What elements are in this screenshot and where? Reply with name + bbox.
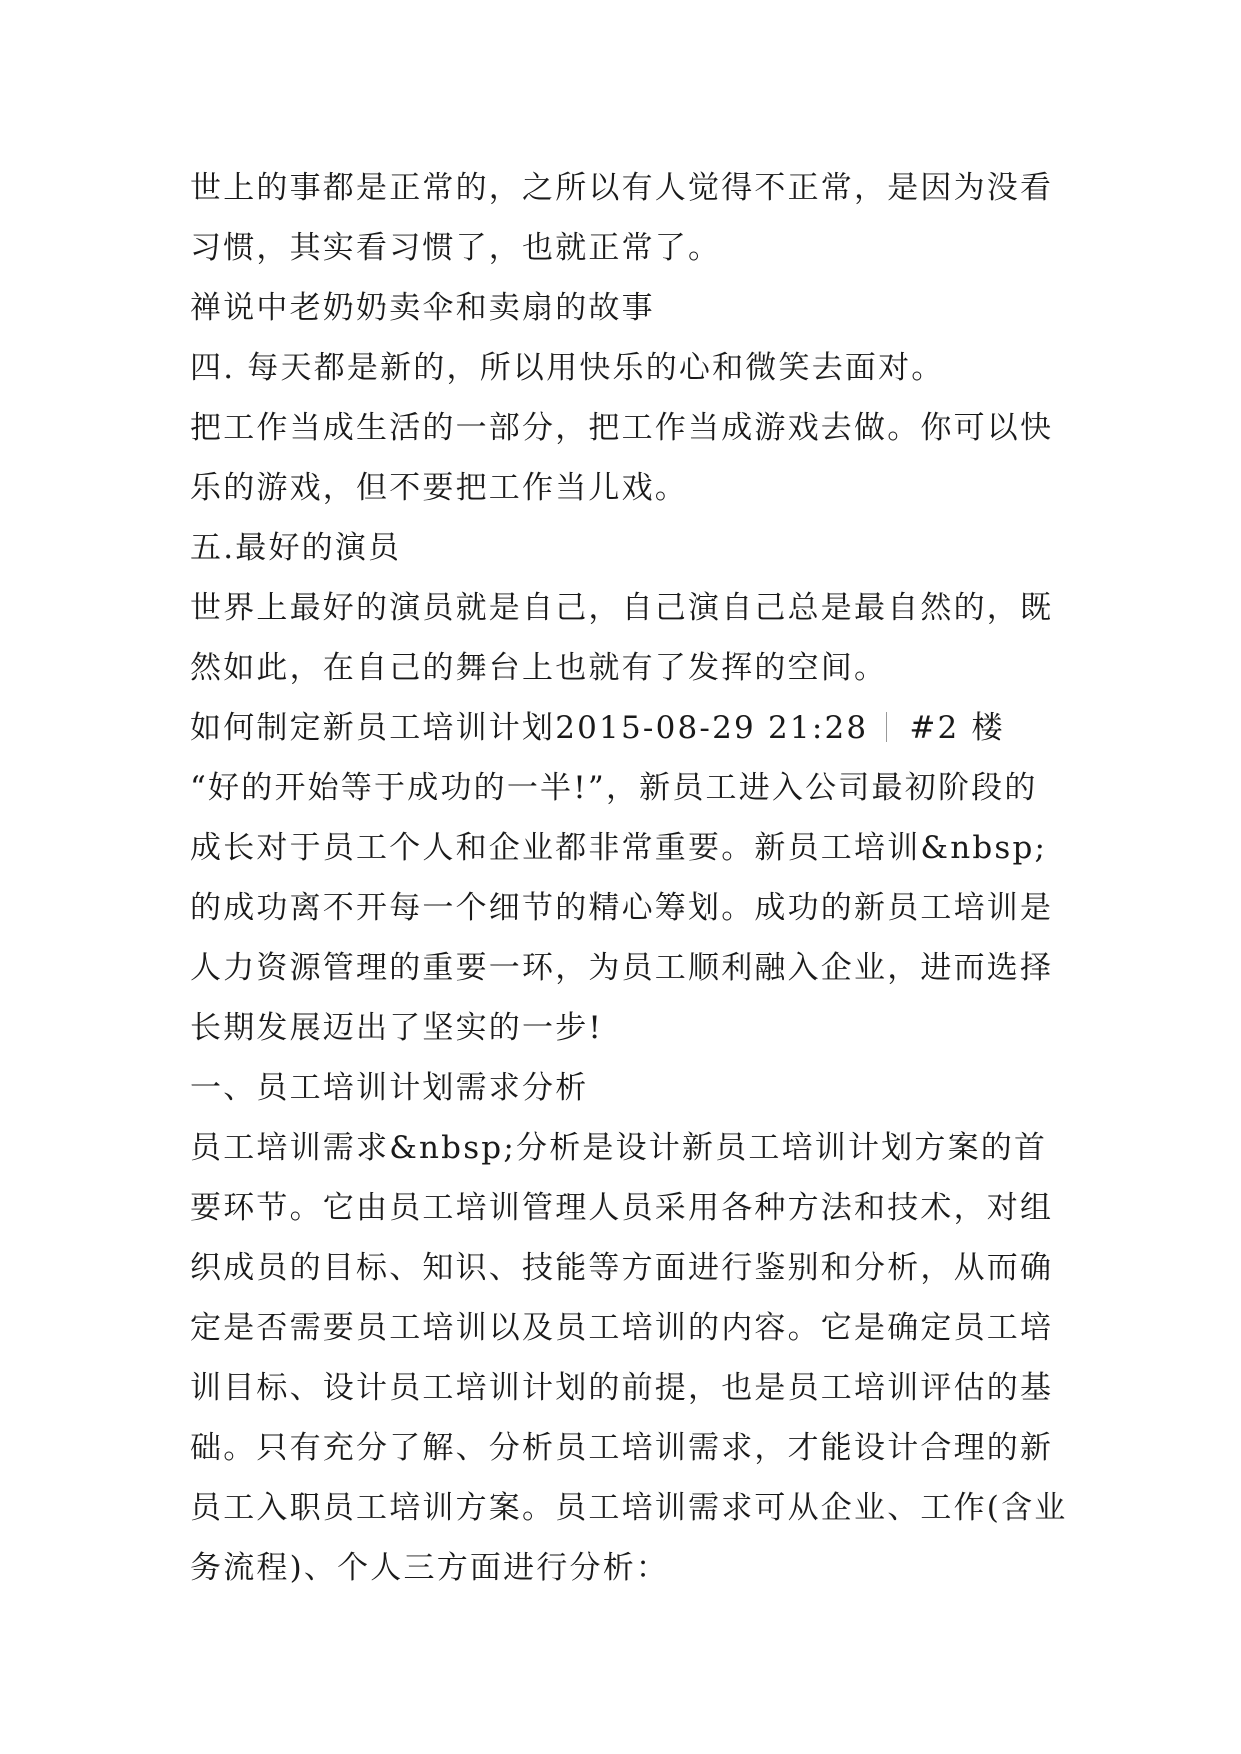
document-body xyxy=(190,158,1070,1598)
post-header xyxy=(190,698,1070,758)
paragraph-work-as-game: 把工作当成生活的一部分，把工作当成游戏去做。你可以快乐的游戏，但不要把工作当儿戏。 xyxy=(190,410,1054,506)
heading-section-one: 一、员工培训计划需求分析 xyxy=(190,1070,589,1106)
heading-point-five: 五.最好的演员 xyxy=(190,530,402,566)
paragraph-good-start: “好的开始等于成功的一半!”，新员工进入公司最初阶段的成长对于员工个人和企业都非常重要。新员工培训&nbsp;的成功离不开每一个细节的精心筹划。成功的新员工培训是人力资源管理的重要一环，为员工顺利融入企业，进而选择长期发展迈出了坚实的一步! xyxy=(190,770,1054,1046)
header-divider xyxy=(886,712,887,742)
paragraph-needs-analysis: 员工培训需求&nbsp;分析是设计新员工培训计划方案的首要环节。它由员工培训管理人员采用各种方法和技术，对组织成员的目标、知识、技能等方面进行鉴别和分析，从而确定是否需要员工培训以及员工培训的内容。它是确定员工培训目标、设计员工培训计划的前提，也是员工培训评估的基础。只有充分了解、分析员工培训需求，才能设计合理的新员工入职员工培训方案。员工培训需求可从企业、工作(含业务流程)、个人三方面进行分析： xyxy=(190,1130,1068,1586)
post-datetime: 2015-08-29 21:28 xyxy=(555,710,869,746)
heading-zen-story: 禅说中老奶奶卖伞和卖扇的故事 xyxy=(190,290,655,326)
post-title: 如何制定新员工培训计划 xyxy=(190,710,556,746)
paragraph-best-actor: 世界上最好的演员就是自己，自己演自己总是最自然的，既然如此，在自己的舞台上也就有了发挥的空间。 xyxy=(190,590,1054,686)
post-floor: #2 楼 xyxy=(909,710,1005,746)
paragraph-normal-habit: 世上的事都是正常的，之所以有人觉得不正常，是因为没看习惯，其实看习惯了，也就正常了。 xyxy=(190,170,1054,266)
heading-point-four: 四. 每天都是新的，所以用快乐的心和微笑去面对。 xyxy=(190,350,945,386)
